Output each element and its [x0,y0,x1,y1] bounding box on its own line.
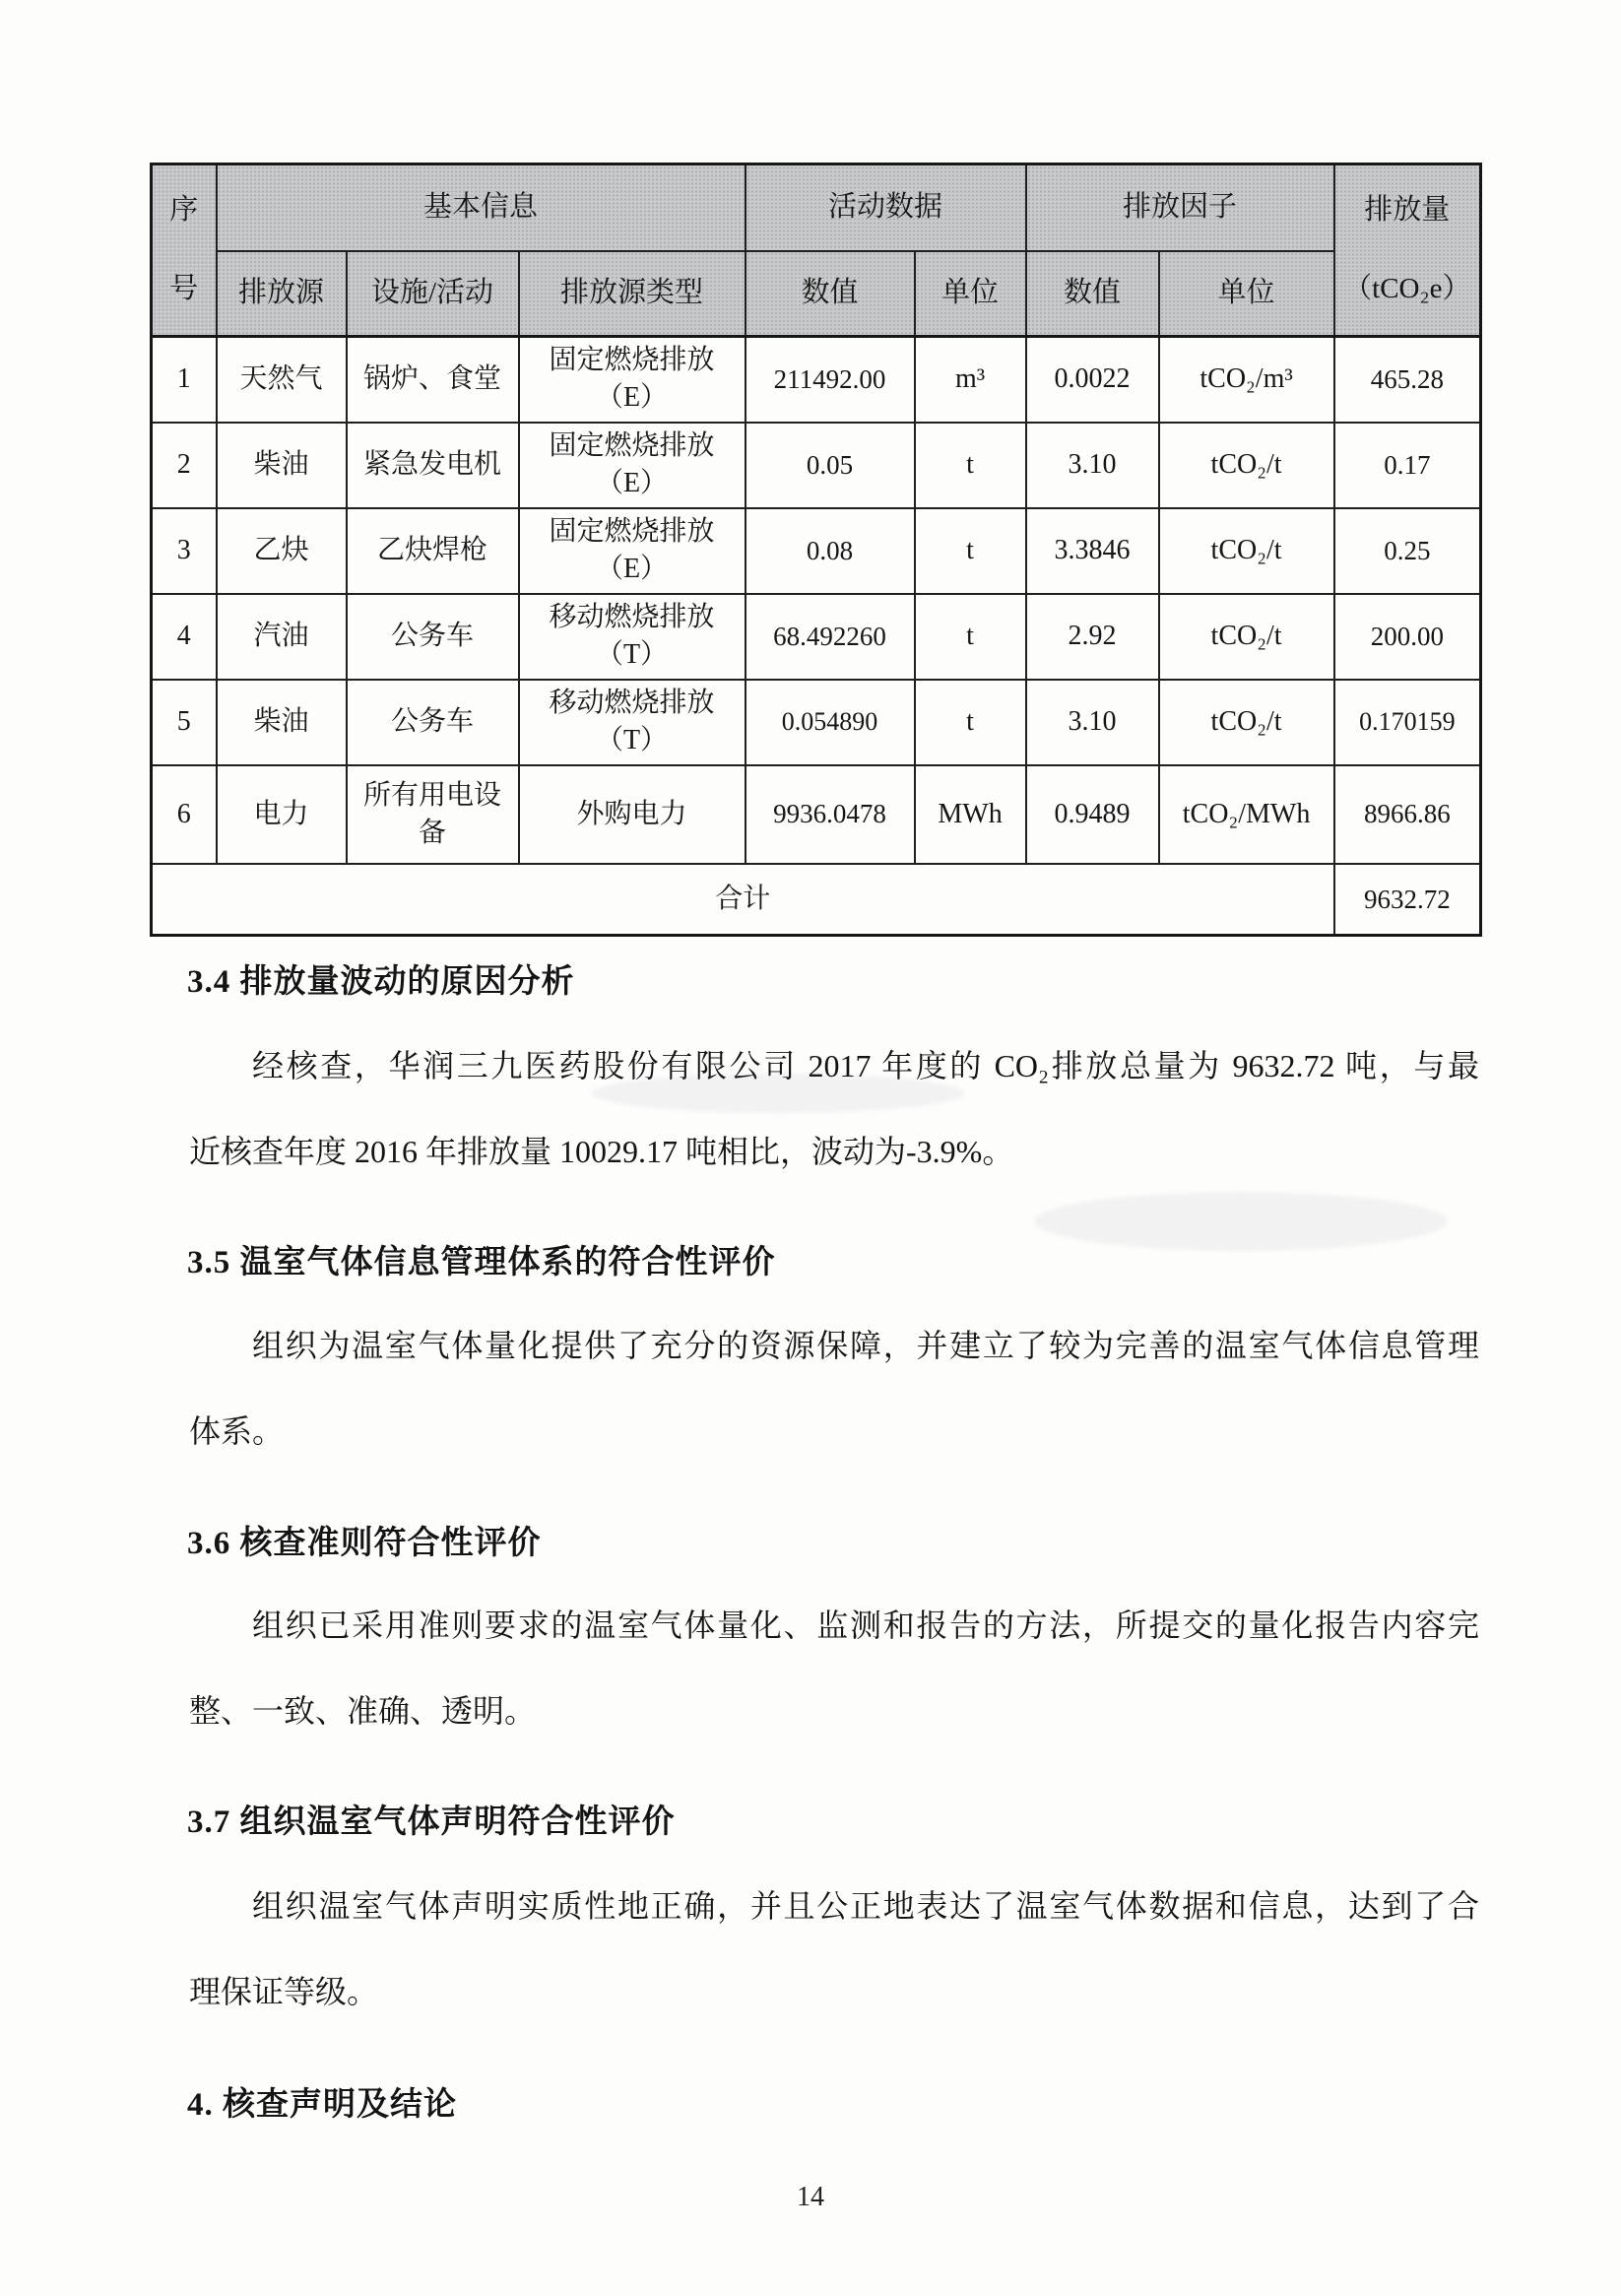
row-no: 2 [152,423,217,508]
row-activity-unit: t [915,594,1026,680]
table-total-row [152,864,1481,936]
source-type-line: （E） [595,554,669,584]
row-source-type [519,423,746,508]
row-source-type [519,765,746,864]
table-row [152,508,1481,594]
paragraph-line: 近核查年度 2016 年排放量 10029.17 吨相比，波动为-3.9%。 [189,1134,1014,1169]
header-emission-label: 排放量 [1364,194,1451,227]
row-factor-unit: tCO₂/t [1159,423,1334,508]
row-emission: 465.28 [1334,337,1481,423]
row-factor-unit: tCO₂/t [1159,508,1334,594]
total-value: 9632.72 [1334,864,1481,936]
scan-smudge [1034,1192,1448,1251]
row-activity-value: 68.492260 [746,594,915,680]
row-activity-unit: m³ [915,337,1026,423]
source-type-line: 固定燃烧排放 [549,430,715,462]
row-source-type [519,594,746,680]
total-label: 合计 [152,864,1334,936]
header-emission-unit: （tCO₂e） [1343,273,1471,305]
page-number: 14 [797,2182,824,2212]
section-4-heading: 4. 核查声明及结论 [187,2087,457,2123]
row-factor-unit: tCO₂/MWh [1159,765,1334,864]
table-header-row-1 [152,164,1481,251]
row-no: 3 [152,508,217,594]
row-factor-unit: tCO₂/m³ [1159,337,1334,423]
row-source: 天然气 [217,337,347,423]
paragraph-line: 理保证等级。 [189,1974,379,2009]
row-no: 4 [152,594,217,680]
paragraph-line: 组织已采用准则要求的温室气体量化、监测和报告的方法，所提交的量化报告内容完 [252,1607,1479,1643]
row-facility: 所有用电设备 [347,765,519,864]
row-no: 6 [152,765,217,864]
section-3-5-paragraph [189,1303,1479,1475]
header-source-type: 排放源类型 [519,251,746,337]
row-source: 乙炔 [217,508,347,594]
row-source-type [519,680,746,765]
row-factor-unit: tCO₂/t [1159,680,1334,765]
source-type-line: 固定燃烧排放 [549,345,715,376]
source-type-line: （T） [595,725,669,755]
row-activity-value: 9936.0478 [746,765,915,864]
row-source-type [519,337,746,423]
paragraph-line: 体系。 [189,1413,285,1449]
row-source: 电力 [217,765,347,864]
row-factor-value: 3.3846 [1026,508,1159,594]
paragraph-line: 经核查，华润三九医药股份有限公司 2017 年度的 CO₂排放总量为 9632.72 吨，与最 [252,1048,1479,1083]
row-source: 汽油 [217,594,347,680]
emissions-table [150,163,1482,937]
header-activity-unit: 单位 [915,251,1026,337]
row-factor-value: 3.10 [1026,423,1159,508]
row-factor-value: 2.92 [1026,594,1159,680]
row-emission: 200.00 [1334,594,1481,680]
row-facility: 公务车 [347,680,519,765]
paragraph-line: 整、一致、准确、透明。 [189,1693,537,1729]
paragraph-line: 组织温室气体声明实质性地正确，并且公正地表达了温室气体数据和信息，达到了合 [252,1888,1479,1924]
table-row [152,423,1481,508]
header-source: 排放源 [217,251,347,337]
row-activity-unit: t [915,423,1026,508]
row-activity-value: 0.05 [746,423,915,508]
row-activity-unit: t [915,680,1026,765]
source-type-line: 移动燃烧排放 [549,602,715,633]
header-emission-factor: 排放因子 [1026,164,1334,251]
row-factor-unit: tCO₂/t [1159,594,1334,680]
row-activity-value: 0.054890 [746,680,915,765]
scan-smudge [591,1074,965,1113]
table-header-row-2 [152,251,1481,337]
table-row [152,337,1481,423]
header-basic-info: 基本信息 [217,164,746,251]
row-emission: 0.170159 [1334,680,1481,765]
row-factor-value: 0.0022 [1026,337,1159,423]
source-type-line: 外购电力 [576,798,687,829]
source-type-line: （T） [595,639,669,670]
header-factor-value: 数值 [1026,251,1159,337]
section-3-7-heading: 3.7 组织温室气体声明符合性评价 [187,1804,676,1840]
row-facility: 紧急发电机 [347,423,519,508]
row-activity-value: 0.08 [746,508,915,594]
row-activity-unit: t [915,508,1026,594]
table-row [152,680,1481,765]
row-factor-value: 3.10 [1026,680,1159,765]
row-source: 柴油 [217,423,347,508]
row-facility: 乙炔焊枪 [347,508,519,594]
row-facility: 锅炉、食堂 [347,337,519,423]
section-3-7-paragraph [189,1864,1479,2035]
header-activity-data: 活动数据 [746,164,1026,251]
section-3-6-paragraph [189,1583,1479,1754]
header-index-bottom: 号 [169,273,199,305]
paragraph-line: 组织为温室气体量化提供了充分的资源保障，并建立了较为完善的温室气体信息管理 [252,1328,1479,1363]
row-emission: 0.17 [1334,423,1481,508]
header-factor-unit: 单位 [1159,251,1334,337]
table-row [152,765,1481,864]
header-index [152,164,217,337]
row-no: 1 [152,337,217,423]
row-emission: 8966.86 [1334,765,1481,864]
header-index-top: 序 [169,194,199,227]
source-type-line: （E） [595,468,669,498]
row-source-type [519,508,746,594]
section-3-4-heading: 3.4 排放量波动的原因分析 [187,964,575,1000]
source-type-line: （E） [595,382,669,414]
source-type-line: 固定燃烧排放 [549,516,715,548]
section-3-5-heading: 3.5 温室气体信息管理体系的符合性评价 [187,1245,776,1280]
row-no: 5 [152,680,217,765]
header-emission-amount [1334,164,1481,337]
row-factor-value: 0.9489 [1026,765,1159,864]
row-activity-unit: MWh [915,765,1026,864]
row-source: 柴油 [217,680,347,765]
header-activity-value: 数值 [746,251,915,337]
table-row [152,594,1481,680]
source-type-line: 移动燃烧排放 [549,688,715,719]
header-facility: 设施/活动 [347,251,519,337]
row-emission: 0.25 [1334,508,1481,594]
section-3-6-heading: 3.6 核查准则符合性评价 [187,1526,542,1561]
row-facility: 公务车 [347,594,519,680]
row-activity-value: 211492.00 [746,337,915,423]
